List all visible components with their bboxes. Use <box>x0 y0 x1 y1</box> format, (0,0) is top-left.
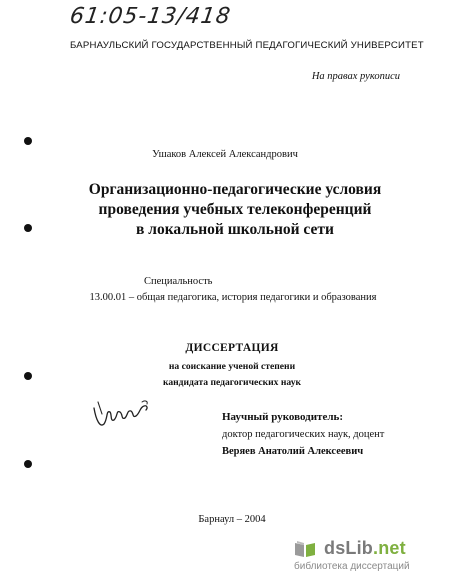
logo-text-green: .net <box>373 538 406 558</box>
specialty-code: 13.00.01 – общая педагогика, история педагогики и образования <box>89 292 377 303</box>
supervisor-label: Научный руководитель: <box>222 411 343 423</box>
title-line: в локальной школьной сети <box>136 221 334 238</box>
author-name: Ушаков Алексей Александрович <box>152 149 298 160</box>
dslib-watermark <box>290 538 440 576</box>
degree-line-2: кандидата педагогических наук <box>162 377 302 388</box>
archive-code-handwritten: 61:05-13/418 <box>68 4 233 29</box>
university-name: БАРНАУЛЬСКИЙ ГОСУДАРСТВЕННЫЙ ПЕДАГОГИЧЕСКИЙ УНИВЕРСИТЕТ <box>70 40 424 51</box>
supervisor-name: Веряев Анатолий Алексеевич <box>222 446 364 457</box>
signature-icon <box>90 398 152 432</box>
punch-hole-icon <box>24 137 32 145</box>
book-icon <box>294 540 316 558</box>
dissertation-title <box>60 180 410 240</box>
title-line: проведения учебных телеконференций <box>98 201 372 218</box>
title-line: Организационно-педагогические условия <box>88 181 382 198</box>
rights-note: На правах рукописи <box>311 71 400 82</box>
dslib-logo <box>324 538 406 559</box>
logo-text-gray: dsLib <box>324 538 373 558</box>
supervisor-degree: доктор педагогических наук, доцент <box>222 429 385 440</box>
punch-hole-icon <box>24 460 32 468</box>
punch-hole-icon <box>24 224 32 232</box>
specialty-label: Специальность <box>144 276 213 287</box>
degree-line-1: на соискание ученой степени <box>168 361 296 372</box>
city-year: Барнаул – 2004 <box>198 514 266 525</box>
dissertation-heading: ДИССЕРТАЦИЯ <box>185 342 279 354</box>
dslib-tagline: библиотека диссертаций <box>294 561 410 572</box>
